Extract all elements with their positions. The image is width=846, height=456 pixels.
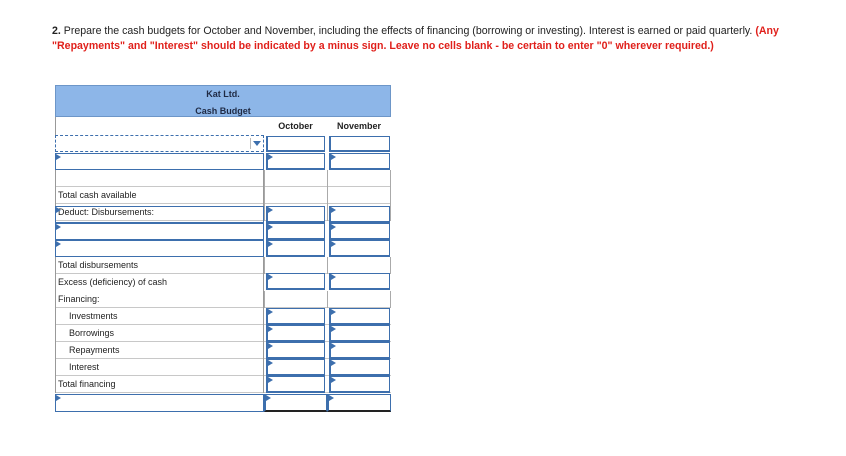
label-input-disb2[interactable] — [55, 223, 264, 240]
input-borrow-oct[interactable] — [266, 325, 325, 342]
input-totfin-nov[interactable] — [329, 376, 390, 393]
input-r2-nov[interactable] — [329, 153, 390, 170]
input-r2-oct[interactable] — [266, 153, 325, 170]
question-number: 2. — [52, 25, 61, 37]
input-marker-icon — [56, 154, 61, 160]
label-excess-deficiency: Excess (deficiency) of cash — [55, 274, 264, 291]
input-ending-oct[interactable] — [264, 394, 327, 412]
input-disb1-nov[interactable] — [329, 206, 390, 223]
input-disb2-oct[interactable] — [266, 223, 325, 240]
input-totfin-oct[interactable] — [266, 376, 325, 393]
question-text: Prepare the cash budgets for October and November, including the effects of financing (borrowing or investing). Interest is earned or paid quarterly. — [60, 25, 756, 37]
input-interest-oct[interactable] — [266, 359, 325, 376]
row-excess-deficiency — [55, 274, 391, 291]
input-repay-oct[interactable] — [266, 342, 325, 359]
input-invest-nov[interactable] — [329, 308, 390, 325]
input-repay-nov[interactable] — [329, 342, 390, 359]
cash-budget-table — [55, 85, 391, 413]
label-financing: Financing: — [55, 291, 264, 308]
company-name: Kat Ltd. — [206, 89, 240, 99]
chevron-down-icon[interactable] — [253, 141, 261, 146]
table-title: Cash Budget — [195, 106, 251, 116]
label-investments: Investments — [55, 308, 264, 325]
input-disb3-nov[interactable] — [329, 240, 390, 257]
input-r1-oct[interactable] — [266, 136, 325, 152]
instructions — [52, 24, 792, 53]
label-total-cash-available: Total cash available — [55, 187, 264, 204]
table-header — [55, 85, 391, 117]
label-borrowings: Borrowings — [55, 325, 264, 342]
row-total-cash-available — [55, 187, 391, 204]
label-repayments: Repayments — [55, 342, 264, 359]
input-disb2-nov[interactable] — [329, 223, 390, 240]
label-input-r2[interactable] — [55, 153, 264, 170]
input-invest-oct[interactable] — [266, 308, 325, 325]
beginning-item-dropdown[interactable] — [55, 135, 264, 152]
label-total-disbursements: Total disbursements — [55, 257, 264, 274]
label-input-disb3[interactable] — [55, 240, 264, 257]
row-total-disbursements — [55, 257, 391, 274]
blank-row — [55, 170, 391, 187]
label-total-financing: Total financing — [55, 376, 264, 393]
emphasis-text: (Any "Repayments" and "Interest" should be indicated by a minus sign. Leave no cells blank - be certain to enter "0" wherever required.) — [52, 25, 779, 52]
label-input-ending[interactable] — [55, 394, 264, 412]
input-borrow-nov[interactable] — [329, 325, 390, 342]
label-deduct-disbursements: Deduct: Disbursements: — [55, 204, 264, 221]
input-ending-nov[interactable] — [327, 394, 391, 412]
input-disb3-oct[interactable] — [266, 240, 325, 257]
row-financing — [55, 291, 391, 308]
input-r1-nov[interactable] — [329, 136, 390, 152]
label-input-disb1[interactable] — [55, 206, 264, 223]
input-interest-nov[interactable] — [329, 359, 390, 376]
col-october: October — [278, 121, 313, 131]
label-interest: Interest — [55, 359, 264, 376]
col-november: November — [336, 121, 381, 131]
input-disb1-oct[interactable] — [266, 206, 325, 223]
